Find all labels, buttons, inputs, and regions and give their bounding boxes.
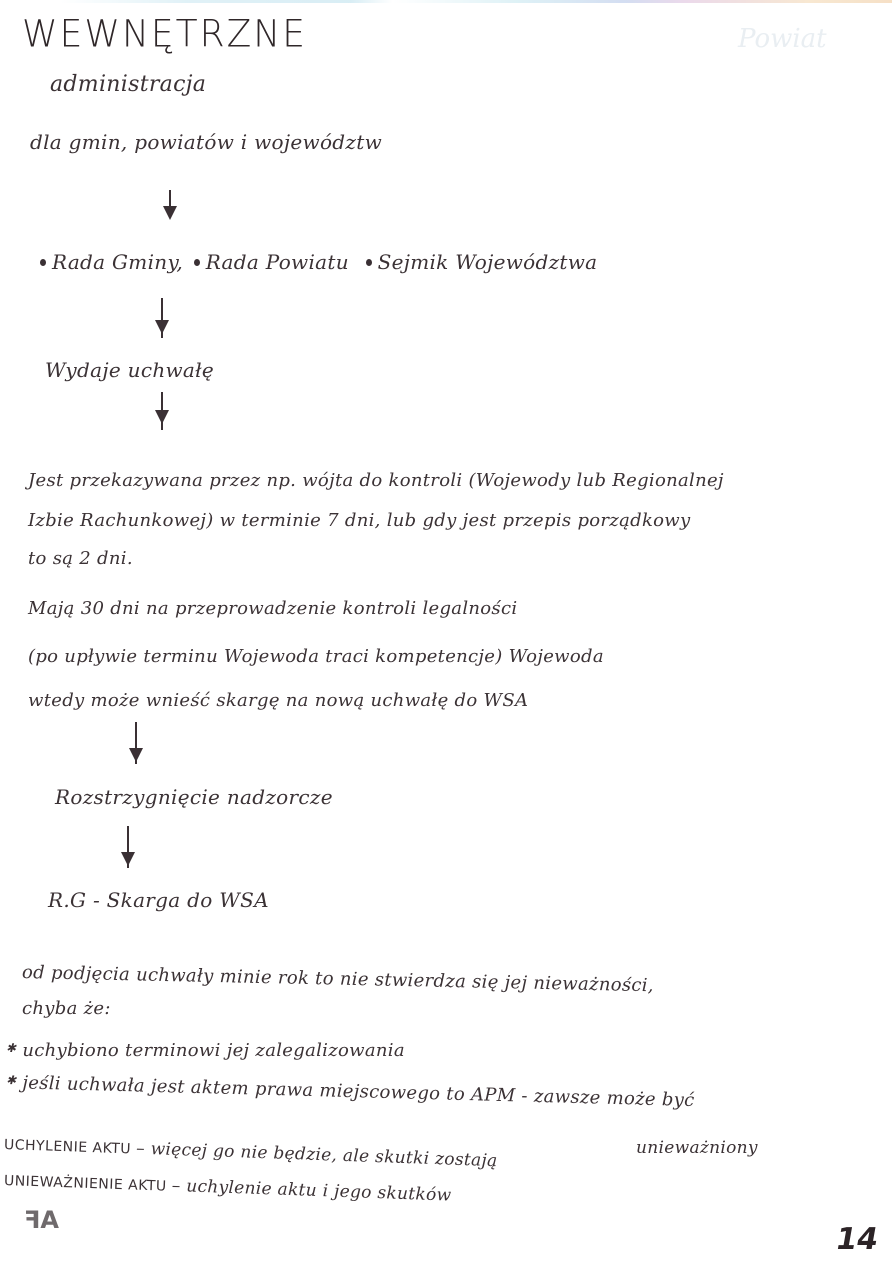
nullity-bullet-text: uchybiono terminowi jej zalegalizowania [22, 1040, 405, 1061]
arrow-down-icon [118, 826, 138, 870]
definition-row [4, 1134, 498, 1171]
paragraph-1-line: Izbie Rachunkowej) w terminie 7 dni, lub gdy jest przepis porządkowy [28, 510, 691, 531]
nullity-bullet [6, 1040, 405, 1061]
nullity-intro-line: chyba że: [22, 998, 111, 1019]
stamp-logo-icon: ꟻA [24, 1206, 59, 1234]
paragraph-1-line: to są 2 dni. [28, 548, 133, 569]
step-supervision: Rozstrzygnięcie nadzorcze [55, 785, 333, 809]
asterisk-icon: ✱ [5, 1073, 17, 1088]
step-issues: Wydaje uchwałę [45, 358, 215, 382]
bullet-icon [40, 259, 46, 266]
organs-list [40, 250, 597, 274]
paragraph-2-line: (po upływie terminu Wojewoda traci kompetencje) Wojewoda [28, 646, 604, 667]
nullity-intro-line: od podjęcia uchwały minie rok to nie stwierdza się jej nieważności, [21, 962, 655, 997]
definition-text: – uchylenie aktu i jego skutków [171, 1175, 452, 1206]
asterisk-icon: ✱ [6, 1041, 17, 1055]
arrow-down-icon [126, 722, 146, 766]
page-number: 14 [832, 1222, 881, 1257]
page-title: WEWNĘTRZNE [22, 12, 307, 57]
definition-row [4, 1170, 452, 1206]
bullet-icon [366, 259, 372, 266]
arrow-down-icon [152, 392, 172, 432]
subtitle: administracja [50, 72, 207, 97]
definition-term: UCHYLENIE AKTU [3, 1137, 132, 1158]
organ-item: Rada Gminy, [52, 250, 184, 274]
nullity-bullet [6, 1072, 695, 1111]
arrow-down-icon [160, 190, 180, 220]
step-complaint: R.G - Skarga do WSA [48, 888, 269, 912]
definition-term: UNIEWAŻNIENIE AKTU [3, 1173, 167, 1195]
definition-text: – więcej go nie będzie, ale skutki zostają [135, 1138, 498, 1172]
scope-line: dla gmin, powiatów i województw [30, 130, 382, 154]
nullity-bullet-continuation: unieważniony [636, 1138, 758, 1158]
paragraph-1-line: Jest przekazywana przez np. wójta do kontroli (Wojewody lub Regionalnej [28, 470, 724, 491]
paragraph-2-line: wtedy może wnieść skargę na nową uchwałę do WSA [28, 690, 529, 711]
scan-edge-strip [60, 0, 892, 3]
arrow-down-icon [152, 298, 172, 342]
bleed-through-text: Powiat [738, 24, 827, 54]
organ-item: Rada Powiatu [205, 250, 349, 274]
organ-item: Sejmik Województwa [377, 250, 598, 274]
bullet-icon [194, 259, 200, 266]
paragraph-2-line: Mają 30 dni na przeprowadzenie kontroli legalności [28, 598, 518, 619]
nullity-bullet-text: jeśli uchwała jest aktem prawa miejscowego to APM - zawsze może być [22, 1072, 695, 1112]
